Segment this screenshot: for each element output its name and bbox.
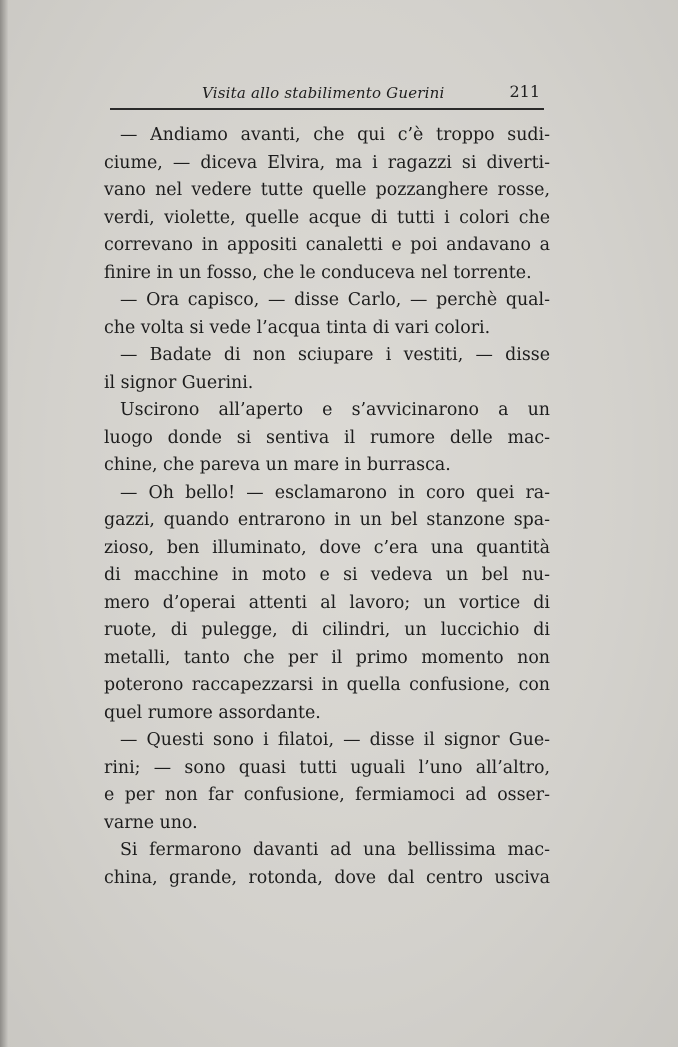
header-rule <box>110 108 544 110</box>
text-line: ruote, di pulegge, di cilindri, un luccichio di <box>104 620 550 640</box>
text-line: ciume, — diceva Elvira, ma i ragazzi si diverti- <box>104 152 550 173</box>
text-line: — Oh bello! — esclamarono in coro quei ra- <box>120 482 550 503</box>
text-line: metalli, tanto che per il primo momento non <box>104 647 550 668</box>
text-line: che volta si vede l’acqua tinta di vari colori. <box>104 317 491 338</box>
body-text <box>104 122 550 892</box>
text-line: — Andiamo avanti, che qui c’è troppo sudi- <box>120 125 550 145</box>
text-line: — Badate di non sciupare i vestiti, — disse <box>120 345 550 365</box>
page-binding-edge <box>0 0 8 1047</box>
text-line: finire in un fosso, che le conduceva nel torrente. <box>104 262 532 283</box>
text-line: di macchine in moto e si vedeva un bel nu- <box>104 565 550 585</box>
text-line: rini; — sono quasi tutti uguali l’uno all’altro, <box>104 757 550 778</box>
text-line: il signor Guerini. <box>104 372 254 393</box>
text-line: correvano in appositi canaletti e poi andavano a <box>104 235 550 255</box>
text-line: luogo donde si sentiva il rumore delle mac- <box>104 427 550 448</box>
text-line: varne uno. <box>104 812 198 833</box>
text-line: Si fermarono davanti ad una bellissima mac- <box>120 840 550 860</box>
text-line: — Ora capisco, — disse Carlo, — perchè qual- <box>120 290 550 310</box>
running-title: Visita allo stabilimento Guerini <box>202 84 445 102</box>
text-line: chine, che pareva un mare in burrasca. <box>104 455 451 475</box>
page-header <box>110 78 544 108</box>
text-line: quel rumore assordante. <box>104 702 321 723</box>
text-line: gazzi, quando entrarono in un bel stanzone spa- <box>104 510 550 530</box>
text-line: vano nel vedere tutte quelle pozzanghere rosse, <box>104 180 550 200</box>
text-line: — Questi sono i filatoi, — disse il signor Gue- <box>120 730 550 750</box>
text-line: zioso, ben illuminato, dove c’era una quantità <box>104 537 550 558</box>
text-line: poterono raccapezzarsi in quella confusione, con <box>104 675 550 695</box>
text-line: e per non far confusione, fermiamoci ad osser- <box>104 785 550 805</box>
page-number: 211 <box>509 82 540 101</box>
text-line: china, grande, rotonda, dove dal centro usciva <box>104 867 550 888</box>
text-line: Uscirono all’aperto e s’avvicinarono a un <box>120 400 550 420</box>
text-line: mero d’operai attenti al lavoro; un vortice di <box>104 592 550 613</box>
text-line: verdi, violette, quelle acque di tutti i colori che <box>104 207 550 228</box>
